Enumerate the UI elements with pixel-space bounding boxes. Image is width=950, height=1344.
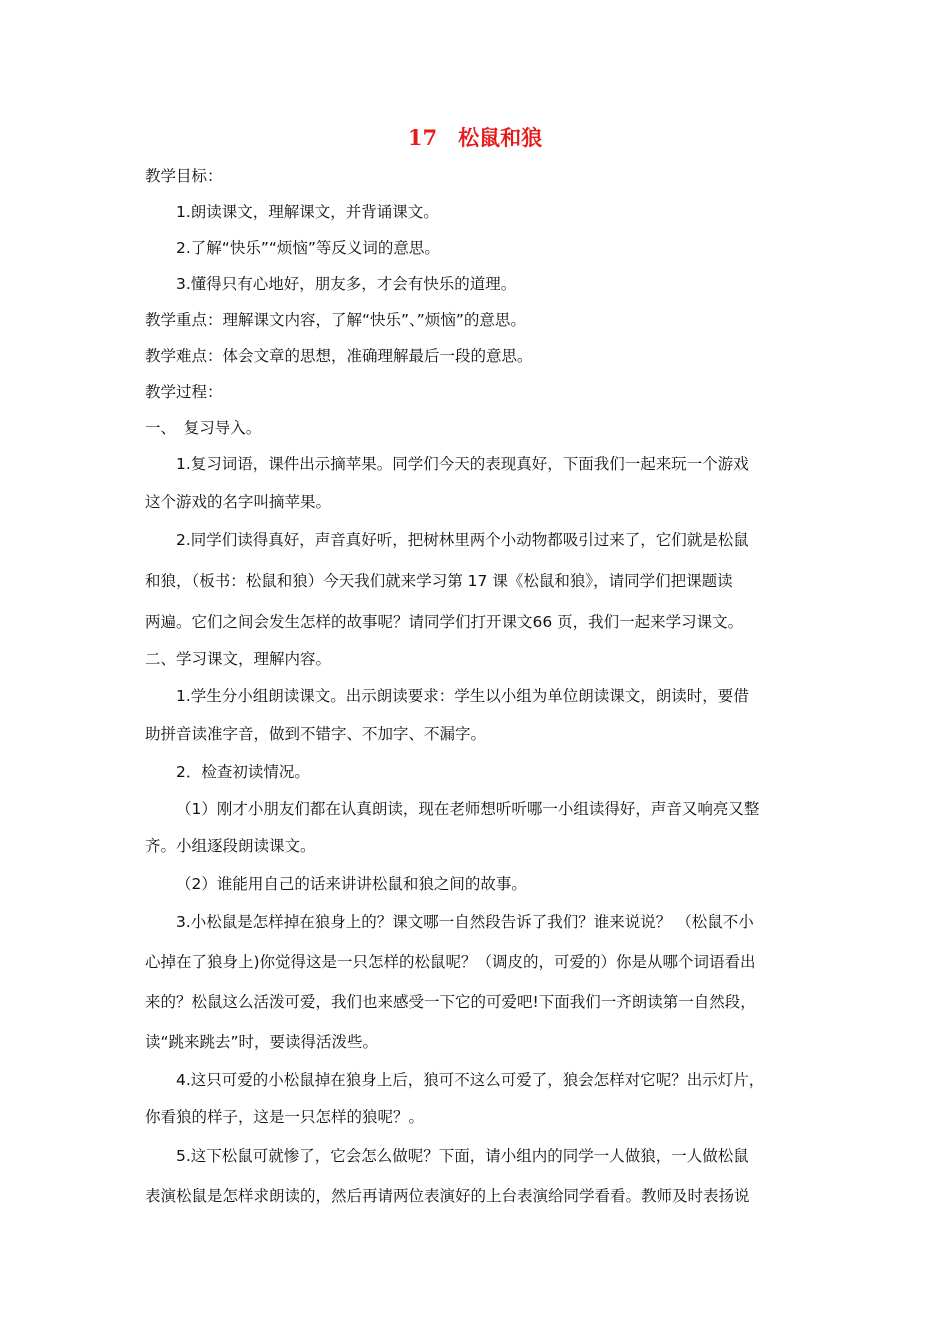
difficulty: 教学难点：体会文章的思想，准确理解最后一段的意思。 — [145, 347, 533, 365]
section-heading: 教学目标： — [145, 167, 223, 185]
paragraph-line: 3.小松鼠是怎样掉在狼身上的？课文哪一自然段告诉了我们？谁来说说？ （松鼠不小 — [176, 913, 754, 931]
paragraph-line: （1）刚才小朋友们都在认真朗读，现在老师想听听哪一小组读得好，声音又响亮又整 — [176, 800, 760, 818]
paragraph-line: （2）谁能用自己的话来讲讲松鼠和狼之间的故事。 — [176, 875, 527, 893]
paragraph-line: 来的？松鼠这么活泼可爱，我们也来感受一下它的可爱吧!下面我们一齐朗读第一自然段， — [145, 993, 756, 1011]
objective-item: 1.朗读课文，理解课文，并背诵课文。 — [176, 203, 439, 221]
paragraph-line: 你看狼的样子，这是一只怎样的狼呢？。 — [145, 1108, 425, 1126]
paragraph-line: 表演松鼠是怎样求朗读的，然后再请两位表演好的上台表演给同学看看。教师及时表扬说 — [145, 1187, 750, 1205]
paragraph-line: 2.同学们读得真好，声音真好听，把树林里两个小动物都吸引过来了，它们就是松鼠 — [176, 531, 749, 549]
paragraph-line: 读“跳来跳去”时，要读得活泼些。 — [145, 1033, 379, 1051]
paragraph-line: 心掉在了狼身上)你觉得这是一只怎样的松鼠呢？（调皮的，可爱的）你是从哪个词语看出 — [145, 953, 756, 971]
paragraph-line: 1.复习词语，课件出示摘苹果。同学们今天的表现真好，下面我们一起来玩一个游戏 — [176, 455, 749, 473]
paragraph-line: 2．检查初读情况。 — [176, 763, 310, 781]
paragraph-line: 这个游戏的名字叫摘苹果。 — [145, 493, 332, 511]
paragraph-line: 和狼，（板书：松鼠和狼）今天我们就来学习第 17 课《松鼠和狼》，请同学们把课题读 — [145, 572, 733, 590]
paragraph-line: 4.这只可爱的小松鼠掉在狼身上后，狼可不这么可爱了，狼会怎样对它呢？出示灯片， — [176, 1071, 765, 1089]
paragraph-line: 5.这下松鼠可就惨了，它会怎么做呢？下面，请小组内的同学一人做狼，一人做松鼠 — [176, 1147, 749, 1165]
section-heading: 教学过程： — [145, 383, 223, 401]
paragraph-line: 两遍。它们之间会发生怎样的故事呢？请同学们打开课文66 页，我们一起来学习课文。 — [145, 613, 744, 631]
paragraph-line: 1.学生分小组朗读课文。出示朗读要求：学生以小组为单位朗读课文，朗读时，要借 — [176, 687, 749, 705]
key-point: 教学重点：理解课文内容，了解“快乐”、”烦恼”的意思。 — [145, 311, 526, 329]
paragraph-line: 齐。小组逐段朗读课文。 — [145, 837, 316, 855]
step-heading: 一、 复习导入。 — [145, 419, 262, 437]
lesson-title: 17 松鼠和狼 — [407, 125, 543, 150]
step-heading: 二、学习课文，理解内容。 — [145, 650, 332, 668]
paragraph-line: 助拼音读准字音，做到不错字、不加字、不漏字。 — [145, 725, 487, 743]
objective-item: 2.了解“快乐”“烦恼”等反义词的意思。 — [176, 239, 440, 257]
objective-item: 3.懂得只有心地好，朋友多，才会有快乐的道理。 — [176, 275, 517, 293]
